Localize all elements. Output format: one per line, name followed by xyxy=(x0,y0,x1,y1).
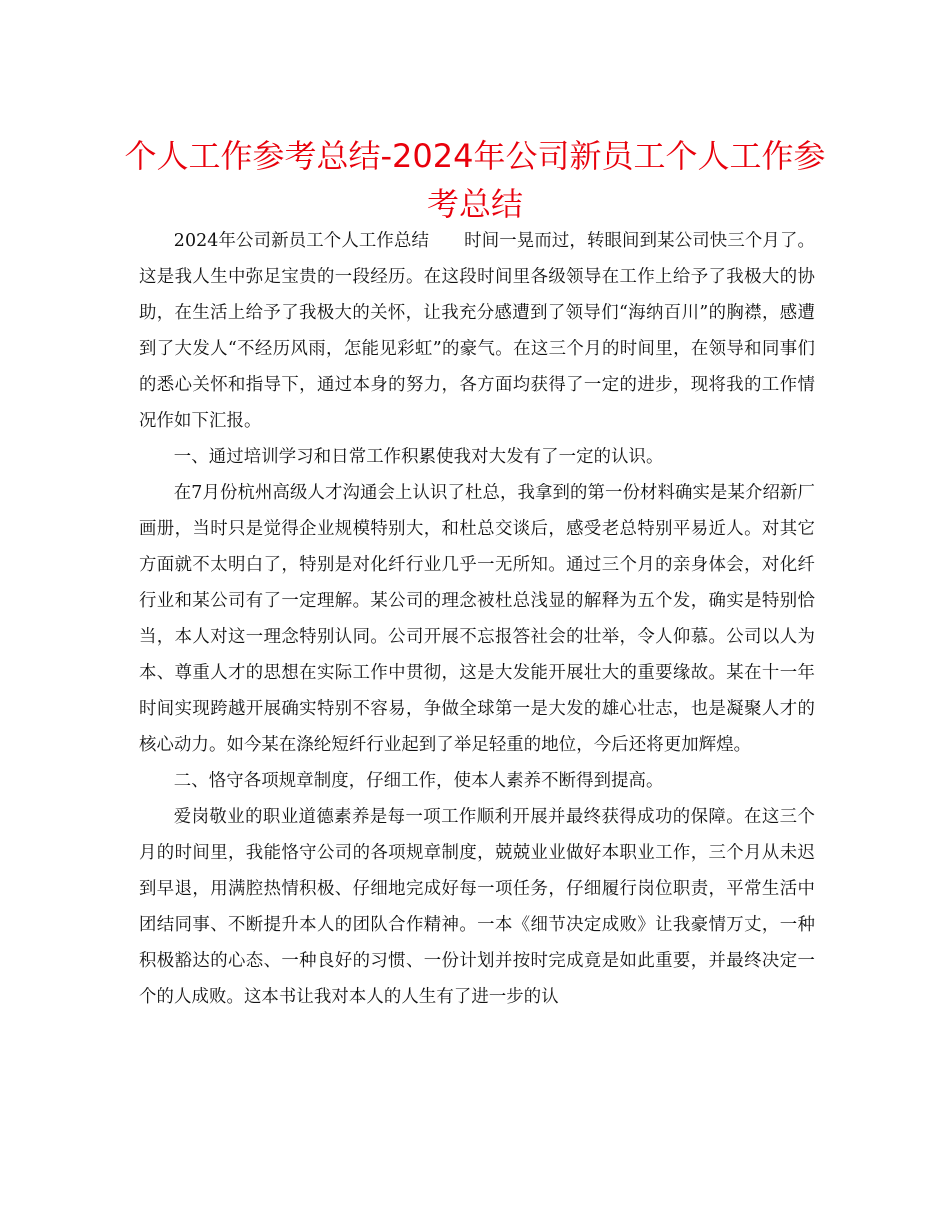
paragraph-intro: 2024年公司新员工个人工作总结 时间一晃而过，转眼间到某公司快三个月了。这是我人生中弥足宝贵的一段经历。在这段时间里各级领导在工作上给予了我极大的协助，在生活上给予了我极大的关怀，让我充分感遭到了领导们“海纳百川”的胸襟，感遭到了大发人“不经历风雨，怎能见彩虹”的豪气。在这三个月的时间里，在领导和同事们的悉心关怀和指导下，通过本身的努力，各方面均获得了一定的进步，现将我的工作情况作如下汇报。 xyxy=(139,231,815,431)
document-body xyxy=(139,223,815,1015)
paragraph-section-1: 在7月份杭州高级人才沟通会上认识了杜总，我拿到的第一份材料确实是某介绍新厂画册，当时只是觉得企业规模特别大，和杜总交谈后，感受老总特别平易近人。对其它方面就不太明白了，特别是对化纤行业几乎一无所知。通过三个月的亲身体会，对化纤行业和某公司有了一定理解。某公司的理念被杜总浅显的解释为五个发，确实是特别恰当，本人对这一理念特别认同。公司开展不忘报答社会的壮举，令人仰慕。公司以人为本、尊重人才的思想在实际工作中贯彻，这是大发能开展壮大的重要缘故。某在十一年时间实现跨越开展确实特别不容易，争做全球第一是大发的雄心壮志，也是凝聚人才的核心动力。如今某在涤纶短纤行业起到了举足轻重的地位，今后还将更加辉煌。 xyxy=(139,483,815,755)
document-title: 个人工作参考总结-2024年公司新员工个人工作参考总结 xyxy=(124,137,826,223)
section-heading-2: 二、恪守各项规章制度，仔细工作，使本人素养不断得到提高。 xyxy=(173,771,664,791)
paragraph-section-2: 爱岗敬业的职业道德素养是每一项工作顺利开展并最终获得成功的保障。在这三个月的时间里，我能恪守公司的各项规章制度，兢兢业业做好本职业工作，三个月从未迟到早退，用满腔热情积极、仔细地完成好每一项任务，仔细履行岗位职责，平常生活中团结同事、不断提升本人的团队合作精神。一本《细节决定成败》让我豪情万丈，一种积极豁达的心态、一种良好的习惯、一份计划并按时完成竟是如此重要，并最终决定一个的人成败。这本书让我对本人的人生有了进一步的认 xyxy=(139,807,815,1007)
section-heading-1: 一、通过培训学习和日常工作积累使我对大发有了一定的认识。 xyxy=(173,447,664,467)
